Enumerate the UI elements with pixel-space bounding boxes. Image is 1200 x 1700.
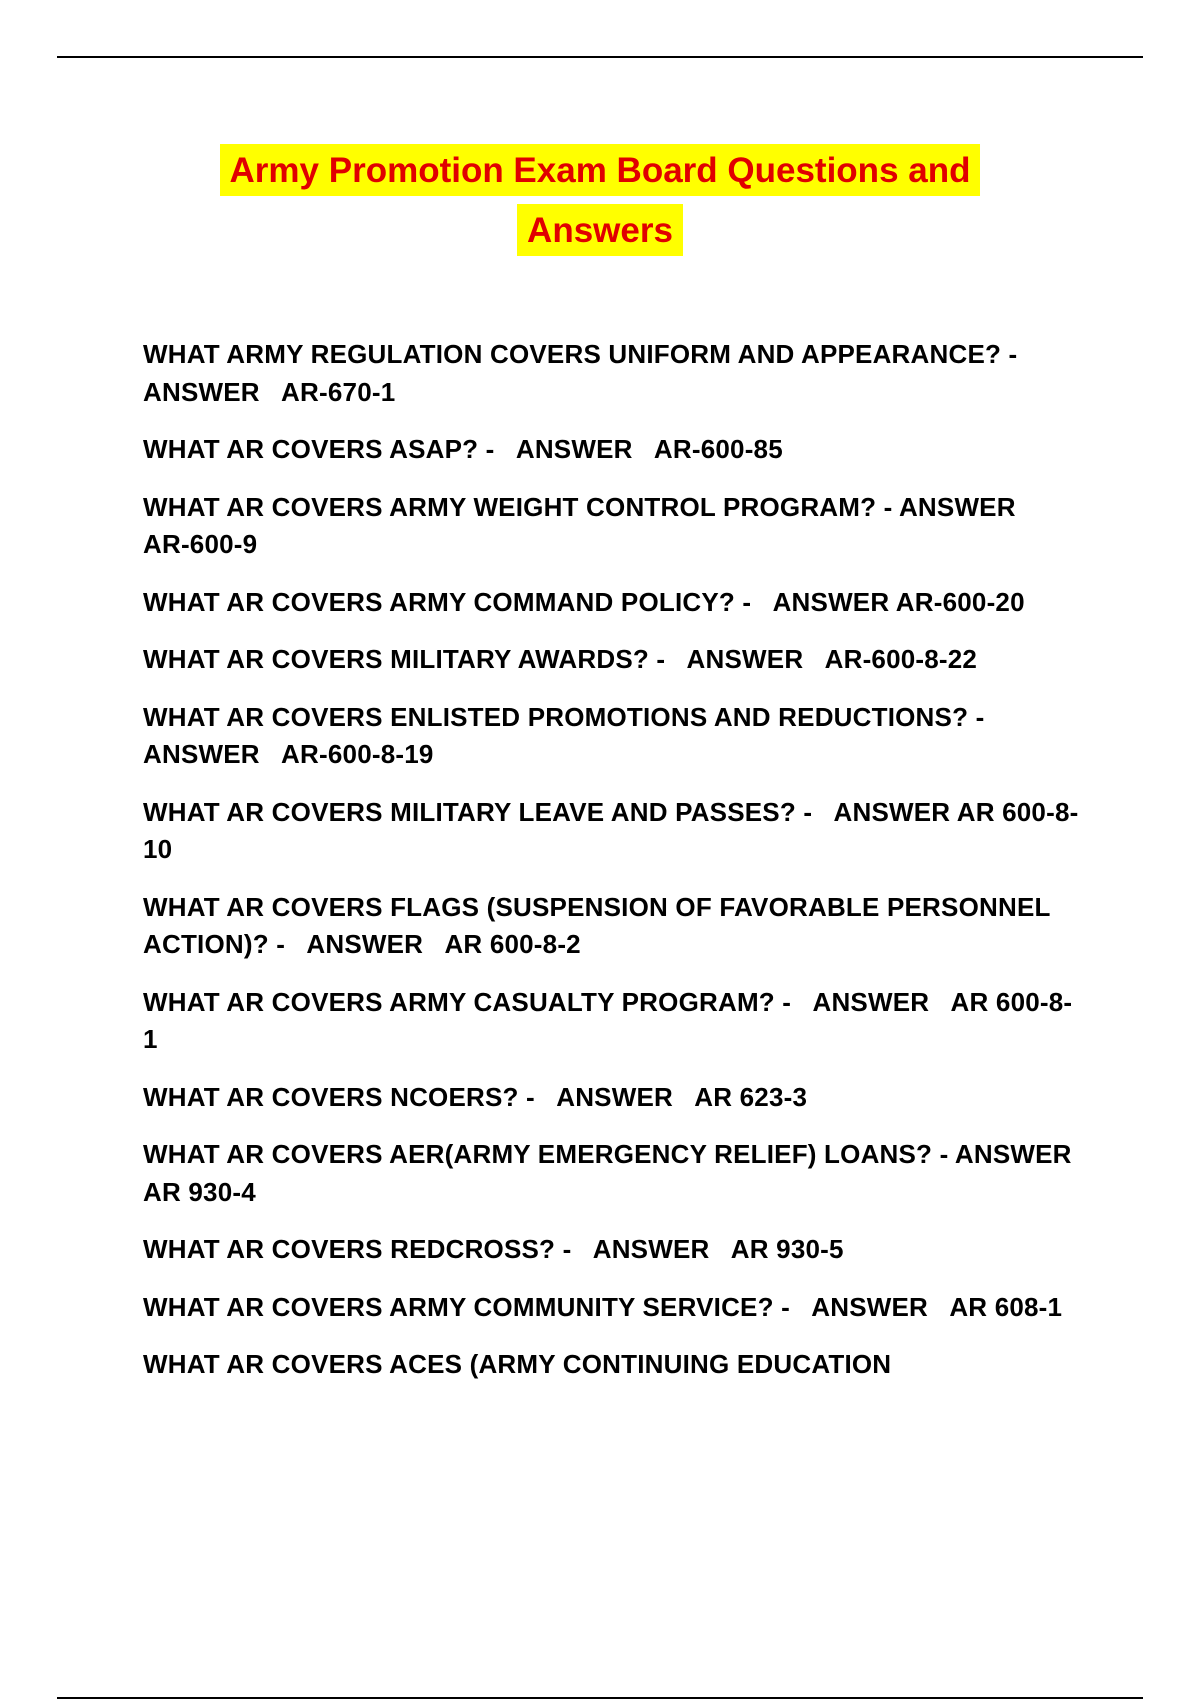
- qa-item: WHAT ARMY REGULATION COVERS UNIFORM AND APPEARANCE? - ANSWER AR-670-1: [143, 339, 1039, 407]
- bottom-rule: [57, 1697, 1143, 1699]
- top-rule: [57, 56, 1143, 58]
- qa-item: WHAT AR COVERS MILITARY LEAVE AND PASSES? - ANSWER AR 600-8-10: [143, 796, 1079, 864]
- qa-item: WHAT AR COVERS ENLISTED PROMOTIONS AND REDUCTIONS? - ANSWER AR-600-8-19: [143, 701, 991, 769]
- qa-item: WHAT AR COVERS MILITARY AWARDS? - ANSWER AR-600-8-22: [143, 644, 978, 674]
- qa-list: [143, 336, 1093, 1404]
- title-line-2: Answers: [517, 204, 683, 256]
- qa-item: WHAT AR COVERS FLAGS (SUSPENSION OF FAVORABLE PERSONNEL ACTION)? - ANSWER AR 600-8-2: [143, 891, 1057, 959]
- qa-item: WHAT AR COVERS ARMY COMMUNITY SERVICE? - ANSWER AR 608-1: [143, 1291, 1063, 1322]
- qa-item: WHAT AR COVERS ASAP? - ANSWER AR-600-85: [143, 434, 783, 464]
- qa-item: WHAT AR COVERS ACES (ARMY CONTINUING EDUCATION: [143, 1349, 892, 1379]
- qa-item: WHAT AR COVERS ARMY CASUALTY PROGRAM? - ANSWER AR 600-8-1: [143, 986, 1073, 1054]
- title-line-1: Army Promotion Exam Board Questions and: [220, 144, 981, 196]
- qa-item: WHAT AR COVERS ARMY COMMAND POLICY? - ANSWER AR-600-20: [143, 586, 1025, 617]
- document-title: [0, 142, 1200, 262]
- qa-item: WHAT AR COVERS REDCROSS? - ANSWER AR 930-5: [143, 1234, 844, 1264]
- qa-item: WHAT AR COVERS ARMY WEIGHT CONTROL PROGRAM? - ANSWER AR-600-9: [143, 491, 1038, 559]
- qa-item: WHAT AR COVERS NCOERS? - ANSWER AR 623-3: [143, 1081, 808, 1112]
- qa-item: WHAT AR COVERS AER(ARMY EMERGENCY RELIEF) LOANS? - ANSWER AR 930-4: [143, 1139, 1093, 1207]
